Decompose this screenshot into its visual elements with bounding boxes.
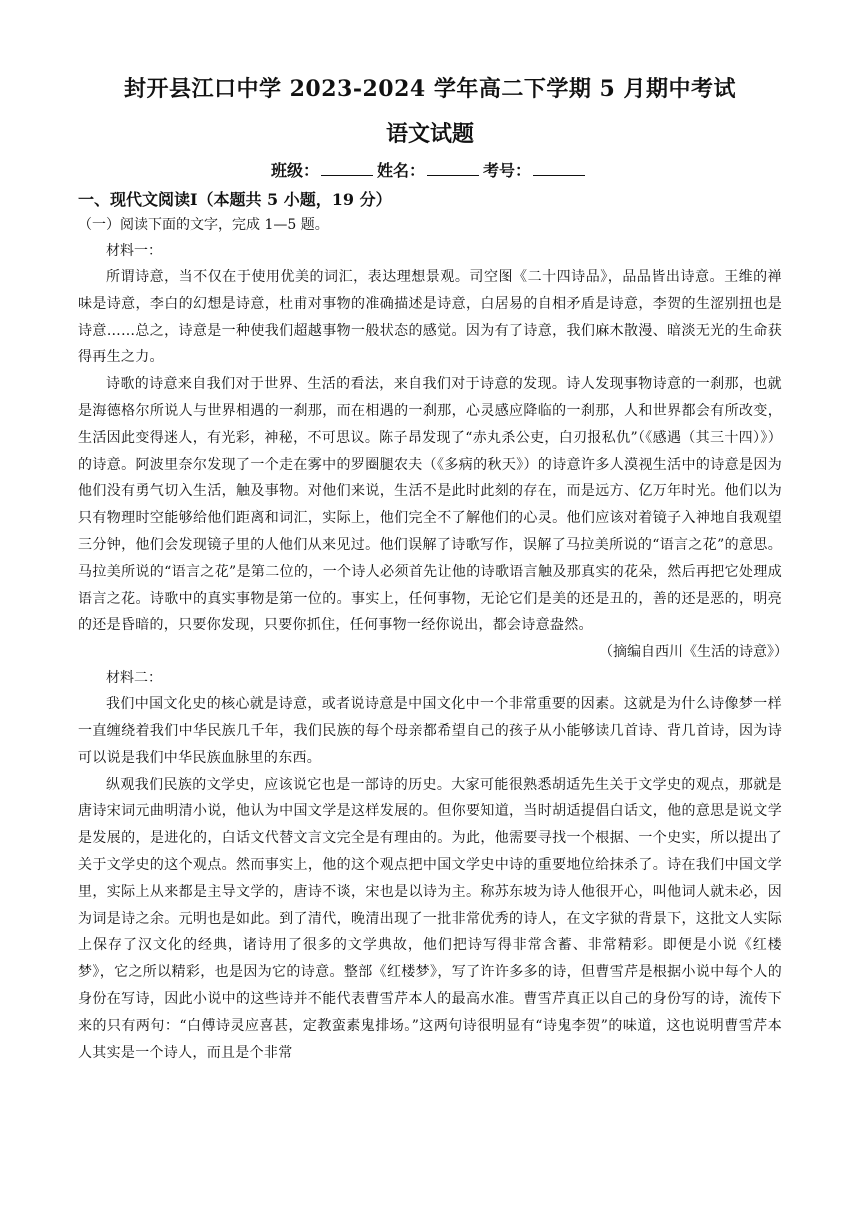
class-blank[interactable] bbox=[321, 161, 373, 176]
material1-paragraph: 所谓诗意，当不仅在于使用优美的词汇，表达理想景观。司空图《二十四诗品》，品品皆出诗意。王维的禅味是诗意，李白的幻想是诗意，杜甫对事物的准确描述是诗意，白居易的自相矛盾是诗意，李贺的生涩别扭也是诗意……总之，诗意是一种使我们超越事物一般状态的感觉。因为有了诗意，我们麻木散漫、暗淡无光的生命获得再生之力。 bbox=[78, 269, 782, 366]
class-label: 班级： bbox=[270, 161, 319, 180]
material2-paragraph: 纵观我们民族的文学史，应该说它也是一部诗的历史。大家可能很熟悉胡适先生关于文学史的观点，那就是唐诗宋词元曲明清小说，他认为中国文学是这样发展的。但你要知道，当时胡适提倡白话文，他的意思是说文学是发展的，是进化的，白话文代替文言文完全是有理由的。为此，他需要寻找一个根据、一个史实，所以提出了关于文学史的这个观点。然而事实上，他的这个观点把中国文学史中诗的重要地位给抹杀了。诗在我们中国文学里，实际上从来都是主导文学的，唐诗不谈，宋也是以诗为主。称苏东坡为诗人他很开心，叫他词人就未必，因为词是诗之余。元明也是如此。到了清代，晚清出现了一批非常优秀的诗人，在文字狱的背景下，这批文人实际上保存了汉文化的经典，诸诗用了很多的文学典故，他们把诗写得非常含蓄、非常精彩。即便是小说《红楼梦》，它之所以精彩，也是因为它的诗意。整部《红楼梦》，写了许许多多的诗，但曹雪芹是根据小说中每个人的身份在写诗，因此小说中的这些诗并不能代表曹雪芹本人的最高水准。曹雪芹真正以自己的身份写的诗，流传下来的只有两句：“白傅诗灵应喜甚，定教蛮素鬼排场。”这两句诗很明显有“诗鬼李贺”的味道，这也说明曹雪芹本人其实是一个诗人，而且是个非常 bbox=[78, 776, 782, 1061]
material1-paragraph: 诗歌的诗意来自我们对于世界、生活的看法，来自我们对于诗意的发现。诗人发现事物诗意的一刹那，也就是海德格尔所说人与世界相遇的一刹那，而在相遇的一刹那，心灵感应降临的一刹那，人和世界都会有所改变，生活因此变得迷人，有光彩，神秘，不可思议。陈子昂发现了“赤丸杀公吏，白刃报私仇”（《感遇（其三十四）》）的诗意。阿波里奈尔发现了一个走在雾中的罗圈腿农夫（《多病的秋天》）的诗意许多人漠视生活中的诗意是因为他们没有勇气切入生活，触及事物。对他们来说，生活不是此时此刻的存在，而是远方、亿万年时光。他们以为只有物理时空能够给他们距离和词汇，实际上，他们完全不了解他们的心灵。他们应该对着镜子入神地自我观望三分钟，他们会发现镜子里的人他们从来见过。他们误解了诗歌写作，误解了马拉美所说的“语言之花”的意思。马拉美所说的“语言之花”是第二位的，一个诗人必须首先让他的诗歌语言触及那真实的花朵，然后再把它处理成语言之花。诗歌中的真实事物是第一位的。事实上，任何事物，无论它们是美的还是丑的，善的还是恶的，明亮的还是昏暗的，只要你发现，只要你抓住，任何事物一经你说出，都会诗意盎然。 bbox=[78, 376, 782, 634]
exam-title: 封开县江口中学 2023-2024 学年高二下学期 5 月期中考试 bbox=[123, 76, 737, 102]
number-label: 考号： bbox=[483, 161, 532, 180]
material1-label: 材料一： bbox=[106, 243, 162, 259]
name-blank[interactable] bbox=[427, 161, 479, 176]
material2-paragraph: 我们中国文化史的核心就是诗意，或者说诗意是中国文化中一个非常重要的因素。这就是为什么诗像梦一样一直缠绕着我们中华民族几千年，我们民族的每个母亲都希望自己的孩子从小能够读几首诗、背几首诗，因为诗可以说是我们中华民族血脉里的东西。 bbox=[78, 696, 782, 766]
material1-source: （摘编自西川《生活的诗意》） bbox=[599, 644, 788, 661]
section-instruction: （一）阅读下面的文字，完成 1—5 题。 bbox=[78, 217, 329, 233]
number-blank[interactable] bbox=[533, 161, 585, 176]
exam-subtitle: 语文试题 bbox=[385, 121, 474, 147]
name-label: 姓名： bbox=[376, 161, 425, 180]
material2-label: 材料二： bbox=[106, 670, 162, 687]
student-info-line bbox=[78, 160, 782, 182]
section-heading: 一、现代文阅读Ⅰ（本题共 5 小题，19 分） bbox=[78, 190, 392, 209]
